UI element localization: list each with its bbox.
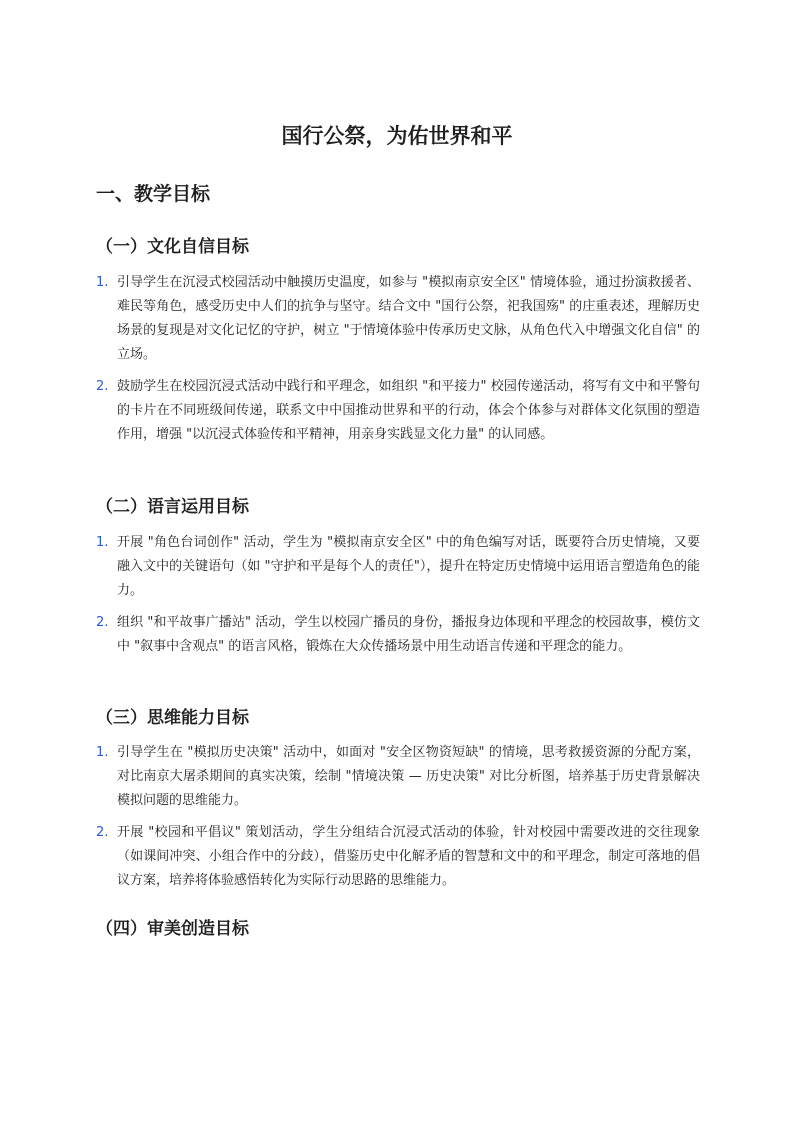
list-thinking-ability: [96, 741, 700, 901]
list-number: 1.: [96, 535, 109, 550]
list-item: [96, 531, 700, 603]
list-item-text: 开展 "校园和平倡议" 策划活动，学生分组结合沉浸式活动的体验，针对校园中需要改进的交往现象（如课间冲突、小组合作中的分歧），借鉴历史中化解矛盾的智慧和文中的和平理念，制定可落地的倡议方案，培养将体验感悟转化为实际行动思路的思维能力。: [117, 825, 700, 888]
subheading-aesthetic-creation: （四）审美创造目标: [96, 919, 249, 939]
list-language-use: [96, 531, 700, 667]
list-item: [96, 821, 700, 893]
list-item: [96, 741, 700, 813]
list-item-text: 引导学生在 "模拟历史决策" 活动中，如面对 "安全区物资短缺" 的情境，思考救援资源的分配方案，对比南京大屠杀期间的真实决策，绘制 "情境决策 — 历史决策" 对比分析图，培养基于历史背景解决模拟问题的思维能力。: [117, 745, 700, 808]
list-item-text: 开展 "角色台词创作" 活动，学生为 "模拟南京安全区" 中的角色编写对话，既要符合历史情境，又要融入文中的关键语句（如 "守护和平是每个人的责任"），提升在特定历史情境中运用语言塑造角色的能力。: [117, 535, 700, 598]
list-number: 2.: [96, 615, 109, 630]
subheading-language-use: （二）语言运用目标: [96, 497, 249, 517]
list-cultural-confidence: [96, 271, 700, 455]
list-item-text: 鼓励学生在校园沉浸式活动中践行和平理念，如组织 "和平接力" 校园传递活动，将写有文中和平警句的卡片在不同班级间传递，联系文中中国推动世界和平的行动，体会个体参与对群体文化氛围的塑造作用，增强 "以沉浸式体验传和平精神，用亲身实践显文化力量" 的认同感。: [117, 379, 700, 442]
list-number: 2.: [96, 825, 109, 840]
list-number: 2.: [96, 379, 109, 394]
subheading-thinking-ability: （三）思维能力目标: [96, 708, 249, 728]
list-item-text: 引导学生在沉浸式校园活动中触摸历史温度，如参与 "模拟南京安全区" 情境体验，通过扮演救援者、难民等角色，感受历史中人们的抗争与坚守。结合文中 "国行公祭，祀我国殇" 的庄重表述，理解历史场景的复现是对文化记忆的守护，树立 "于情境体验中传承历史文脉，从角色代入中增强文化自信" 的立场。: [117, 275, 700, 362]
list-number: 1.: [96, 275, 109, 290]
list-item: [96, 375, 700, 447]
list-number: 1.: [96, 745, 109, 760]
list-item: [96, 611, 700, 659]
list-item: [96, 271, 700, 367]
page-title: 国行公祭，为佑世界和平: [281, 124, 513, 148]
section-heading-teaching-goals: 一、教学目标: [96, 183, 211, 205]
list-item-text: 组织 "和平故事广播站" 活动，学生以校园广播员的身份，播报身边体现和平理念的校园故事，模仿文中 "叙事中含观点" 的语言风格，锻炼在大众传播场景中用生动语言传递和平理念的能力。: [117, 615, 700, 654]
subheading-cultural-confidence: （一）文化自信目标: [96, 237, 249, 257]
